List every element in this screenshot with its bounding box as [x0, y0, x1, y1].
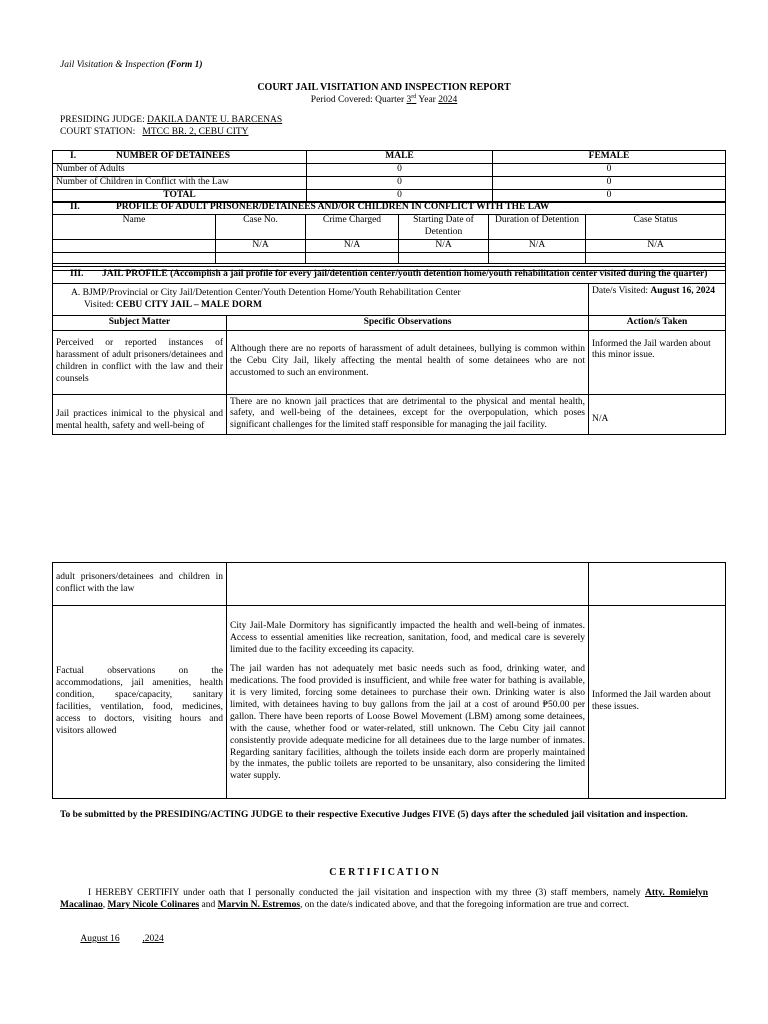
female-header: FEMALE: [493, 151, 726, 164]
female-count: 0: [493, 176, 726, 189]
separator-2: and: [199, 899, 218, 910]
table-row: [53, 394, 726, 434]
form-label: [60, 60, 203, 72]
certification-text-before: I HEREBY CERTIFIY under oath that I personally conducted the jail visitation and inspection with my three (3) staff members, namely: [88, 888, 645, 898]
visited-label: Visited:: [84, 299, 114, 310]
observation-jail-practices: There are no known jail practices that are detrimental to the physical and mental health, safety, and well-being of the detainees, except for the overpopulation, which poses significant challenges for the limited staff responsible for managing the jail facility.: [227, 394, 589, 434]
certification-heading: C E R T I F I C A T I O N: [329, 867, 439, 878]
date-year: 2024: [144, 934, 164, 944]
form-label-title: Jail Visitation & Inspection: [60, 60, 165, 70]
year-label: Year: [416, 95, 439, 106]
station-name: MTCC BR. 2, CEBU CITY: [142, 127, 249, 137]
staff-name-3: Marvin N. Estremos: [217, 899, 301, 910]
period-prefix: Period Covered: Quarter: [310, 95, 407, 106]
observation-factual-p2: The jail warden has not adequately met basic needs such as food, drinking water, and medications. The food provided is insufficient, and while free water for bathing is available, it is very limited, forcing some detainees to purchase their own. Drinking water is also limited, with detainees having to buy gallons from the jail at a cost of around ₱50.00 per gallon. There have been reports of Loose Bowel Movement (LBM) among some detainees, with the cause, whether food or water-related, still unknown. The Cebu City jail cannot consistently provide adequate medicine for all detainees due to the large number of inmates. Regarding sanitary facilities, although the toilets inside each dorm are properly maintained by the inmates, the public toilets are reported to be unsanitary, also considering the limited water supply.: [230, 664, 585, 782]
row-label: Number of Adults: [53, 163, 307, 176]
section2-title: PROFILE OF ADULT PRISONER/DETAINEES AND/OR CHILDREN IN CONFLICT WITH THE LAW: [116, 202, 550, 212]
visited-name: CEBU CITY JAIL – MALE DORM: [115, 299, 263, 310]
section1-roman: I.: [70, 151, 77, 161]
cell-crime: N/A: [306, 239, 399, 252]
female-total: 0: [493, 189, 726, 202]
cell-name: [53, 239, 216, 252]
certification-text-after: , on the date/s indicated above, and that the foregoing information are true and correct.: [300, 899, 629, 910]
section3-header-row: [53, 315, 726, 330]
action-jail-practices: N/A: [589, 394, 726, 434]
cell-duration: N/A: [489, 239, 586, 252]
observation-factual-p1: City Jail-Male Dormitory has significantly impacted the health and well-being of inmates. Access to essential amenities like recreation, sanitation, food, and medical care is severely limited due to the facility exceeding its capacity.: [230, 620, 585, 655]
table-row: [53, 606, 726, 799]
judge-name: DAKILA DANTE U. BARCENAS: [147, 115, 283, 125]
year-value: 2024: [438, 95, 458, 106]
female-count: 0: [493, 163, 726, 176]
court-station-line: [60, 127, 249, 139]
col-specific-observations: Specific Observations: [227, 315, 589, 330]
col-case-status: Case Status: [586, 214, 726, 239]
male-total: 0: [307, 189, 493, 202]
blank-row: [53, 252, 726, 263]
cell-start-date: N/A: [399, 239, 489, 252]
form-label-number: (Form 1): [166, 60, 203, 70]
quarter-value: [407, 95, 417, 105]
section-number-of-detainees: [52, 150, 725, 203]
date-comma: ,: [142, 934, 145, 944]
judge-label: PRESIDING JUDGE:: [60, 115, 145, 125]
station-label: COURT STATION:: [60, 127, 136, 137]
subject-factual-observations: Factual observations on the accommodations, jail amenities, health condition, space/capacity, sanitary facilities, ventilation, food, medicines, access to doctors, visiting hours and visitors allowed: [53, 606, 227, 799]
dates-visited-label: Date/s Visited:: [592, 285, 648, 296]
section1-title: NUMBER OF DETAINEES: [116, 151, 231, 161]
table-row: [53, 563, 726, 606]
staff-name-1: Atty. Romielyn Macalinao: [60, 888, 708, 910]
col-name: Name: [53, 214, 216, 239]
male-count: 0: [307, 176, 493, 189]
section-jail-profile-continued: [52, 562, 725, 799]
jail-visited-cell: [53, 283, 589, 315]
section1-title-cell: [53, 151, 307, 164]
row-label: Number of Children in Conflict with the Law: [53, 176, 307, 189]
total-label: TOTAL: [53, 189, 307, 202]
separator-1: ,: [102, 899, 108, 910]
presiding-judge-line: [60, 115, 282, 127]
action-factual-observations: Informed the Jail warden about these issues.: [589, 606, 726, 799]
table-row: [53, 330, 726, 394]
subject-jail-practices-part2: adult prisoners/detainees and children in conflict with the law: [53, 563, 227, 606]
table-row: [53, 163, 726, 176]
cell-case-no: N/A: [216, 239, 306, 252]
action-harassment: Informed the Jail warden about this minor issue.: [589, 330, 726, 394]
period-covered: [0, 94, 768, 107]
section3-title-cell: [53, 267, 726, 284]
section3-roman: III.: [70, 269, 84, 279]
certification-text: [60, 888, 708, 912]
date-month-day: August 16: [80, 934, 120, 944]
col-duration: Duration of Detention: [489, 214, 586, 239]
col-actions-taken: Action/s Taken: [589, 315, 726, 330]
observation-factual-cell: [227, 606, 589, 799]
submission-note: To be submitted by the PRESIDING/ACTING JUDGE to their respective Executive Judges FIVE (5) days after the scheduled jail visitation and inspection.: [60, 810, 688, 820]
report-title: COURT JAIL VISITATION AND INSPECTION REPORT: [257, 82, 511, 93]
col-case-no: Case No.: [216, 214, 306, 239]
male-header: MALE: [307, 151, 493, 164]
section2-title-cell: [53, 202, 726, 215]
subject-harassment: Perceived or reported instances of harassment of adult prisoners/detainees and children in conflict with the law and their counsels: [53, 330, 227, 394]
subject-jail-practices-part1: Jail practices inimical to the physical and mental health, safety and well-being of: [53, 394, 227, 434]
col-crime-charged: Crime Charged: [306, 214, 399, 239]
staff-name-2: Mary Nicole Colinares: [107, 899, 200, 910]
quarter-num: 3: [406, 95, 412, 106]
col-starting-date: Starting Date of Detention: [399, 214, 489, 239]
signature-date: [60, 934, 173, 946]
dates-visited-value: August 16, 2024: [650, 285, 716, 296]
section3-title: JAIL PROFILE (Accomplish a jail profile for every jail/detention center/youth detention home/youth rehabilitation center visited during the quarter): [102, 269, 708, 279]
table-row: [53, 239, 726, 252]
quarter-sup: rd: [411, 94, 417, 100]
section-profile: [52, 201, 725, 271]
dates-visited-cell: [589, 283, 726, 315]
male-count: 0: [307, 163, 493, 176]
observation-harassment: Although there are no reports of harassment of adult detainees, bullying is common within the Cebu City Jail, likely affecting the mental health of some detainees who are not accustomed to such an environment.: [227, 330, 589, 394]
cell-status: N/A: [586, 239, 726, 252]
col-subject-matter: Subject Matter: [53, 315, 227, 330]
item-a-text: A. BJMP/Provincial or City Jail/Detention Center/Youth Detention Home/Youth Rehabilitation Center: [71, 287, 461, 298]
section-jail-profile: [52, 266, 725, 435]
section2-header-row: [53, 214, 726, 239]
table-row: [53, 176, 726, 189]
section2-roman: II.: [70, 202, 80, 212]
